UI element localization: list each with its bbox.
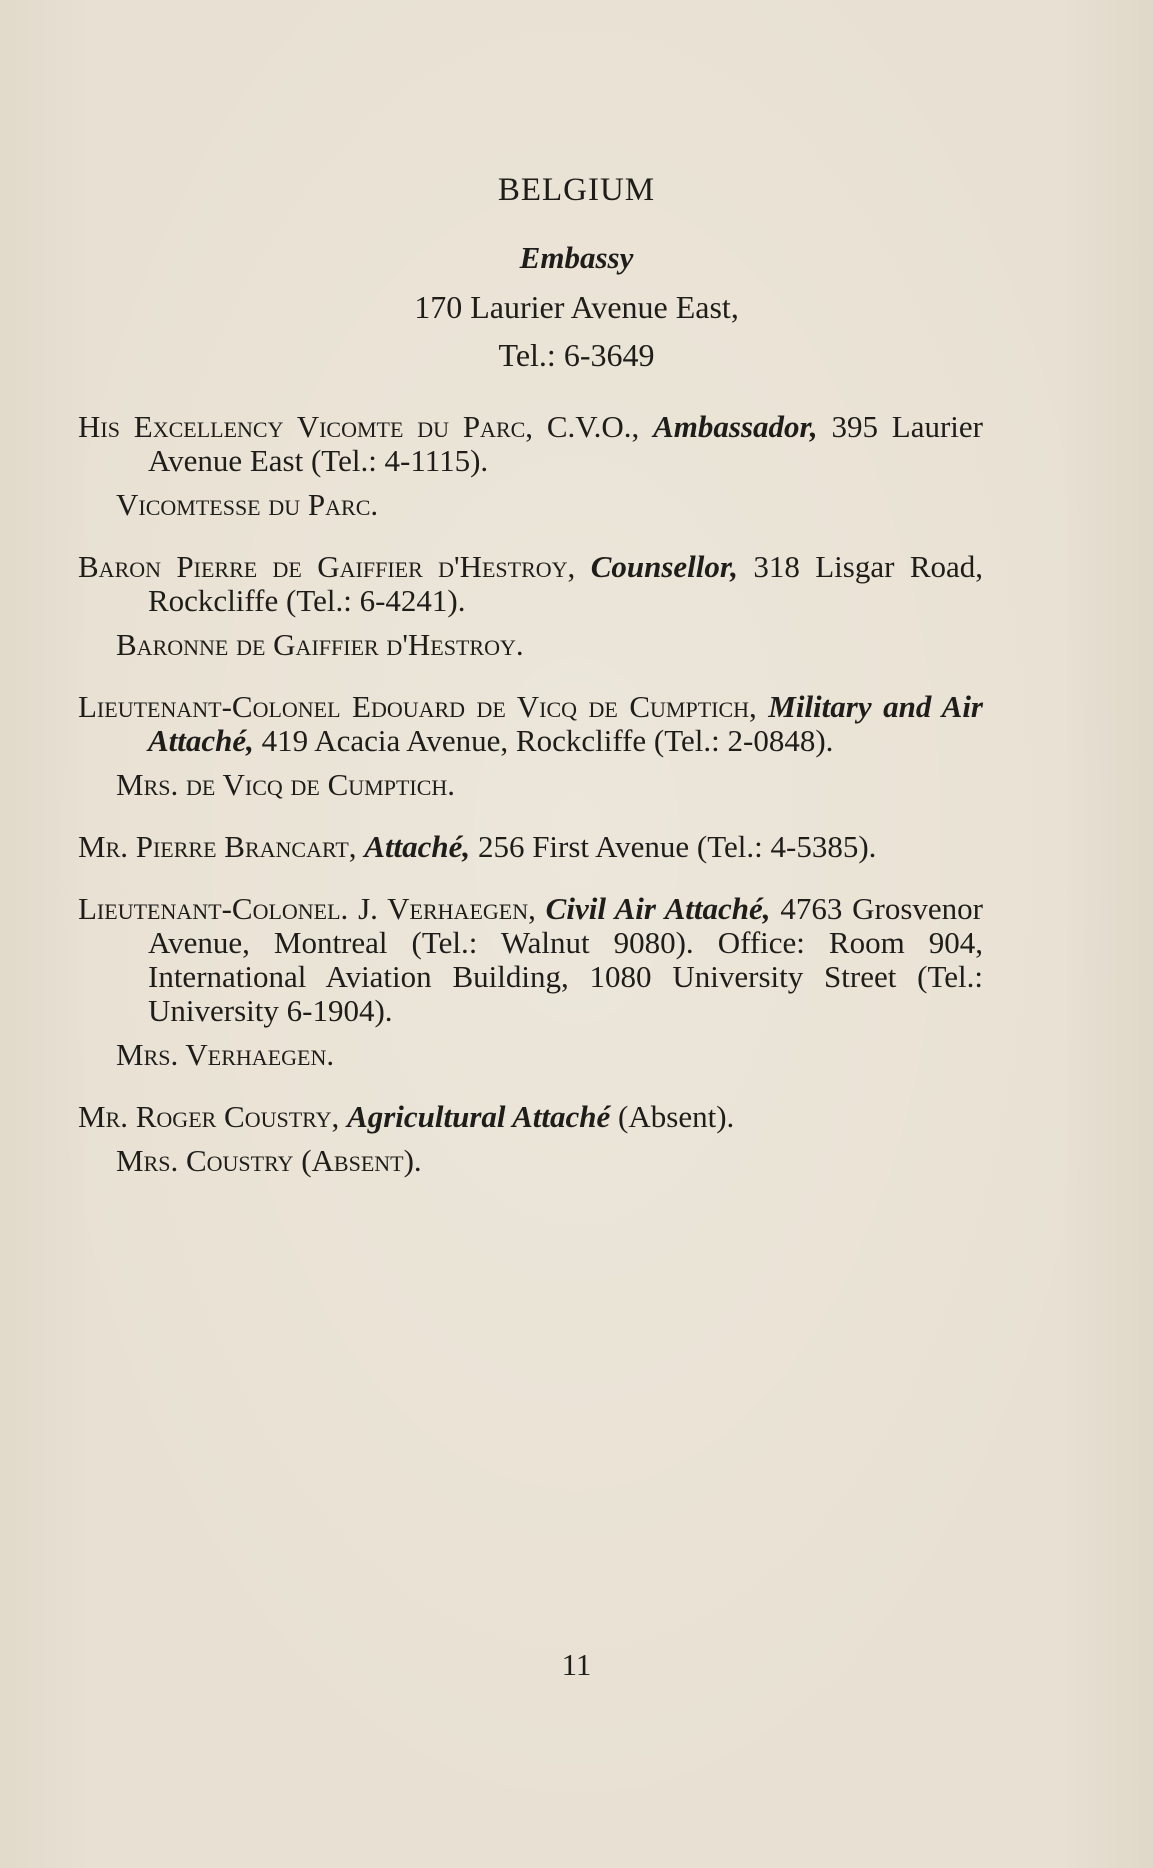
staff-role: Civil Air Attaché, [545, 891, 771, 926]
staff-entry-main [78, 410, 983, 478]
staff-entry-ambassador [78, 410, 983, 522]
staff-entry-main [78, 550, 983, 618]
spouse-name: Baronne de Gaiffier d'Hestroy. [116, 627, 524, 662]
staff-name: Baron Pierre de Gaiffier d'Hestroy, [78, 549, 576, 584]
staff-details: 318 Lisgar Road, Rockcliffe (Tel.: 6-4241). [148, 549, 983, 618]
staff-entry-civil-air-attache [78, 892, 983, 1072]
staff-entry-agricultural-attache [78, 1100, 983, 1178]
staff-role: Counsellor, [590, 549, 738, 584]
embassy-subtitle: Embassy [519, 240, 634, 275]
staff-entry-main [78, 1100, 983, 1134]
staff-entry-main [78, 690, 983, 758]
staff-entry-main [78, 830, 983, 864]
staff-name: Lieutenant-Colonel Edouard de Vicq de Cumptich, [78, 689, 757, 724]
spouse-name: Mrs. Coustry (Absent). [116, 1143, 422, 1178]
staff-details: 395 Laurier Avenue East (Tel.: 4-1115). [148, 409, 983, 478]
staff-details: 4763 Grosvenor Avenue, Montreal (Tel.: Walnut 9080). Office: Room 904, International Aviation Building, 1080 University Street (Tel.: University 6-1904). [148, 891, 983, 1028]
staff-list [78, 410, 983, 1206]
staff-name: Mr. Roger Coustry, [78, 1099, 340, 1134]
staff-details: 256 First Avenue (Tel.: 4-5385). [477, 829, 877, 864]
embassy-address: 170 Laurier Avenue East, [414, 289, 739, 325]
staff-details: 419 Acacia Avenue, Rockcliffe (Tel.: 2-0848). [261, 723, 834, 758]
staff-entry-counsellor [78, 550, 983, 662]
staff-role: Attaché, [364, 829, 471, 864]
spouse-name: Mrs. de Vicq de Cumptich. [116, 767, 456, 802]
spouse-name: Mrs. Verhaegen. [116, 1037, 335, 1072]
spouse-name: Vicomtesse du Parc. [116, 487, 379, 522]
embassy-telephone: Tel.: 6-3649 [498, 337, 655, 373]
staff-role: Agricultural Attaché [347, 1099, 611, 1134]
staff-role: Military and Air Attaché, [148, 689, 983, 758]
staff-name: Mr. Pierre Brancart, [78, 829, 357, 864]
page-number: 11 [561, 1647, 592, 1682]
staff-entry-attache [78, 830, 983, 864]
staff-name: His Excellency Vicomte du Parc, C.V.O., [78, 409, 640, 444]
country-heading: BELGIUM [497, 172, 656, 208]
staff-details: (Absent). [618, 1099, 735, 1134]
staff-entry-main [78, 892, 983, 1028]
staff-entry-military-attache [78, 690, 983, 802]
staff-role: Ambassador, [653, 409, 818, 444]
staff-name: Lieutenant-Colonel. J. Verhaegen, [78, 891, 536, 926]
